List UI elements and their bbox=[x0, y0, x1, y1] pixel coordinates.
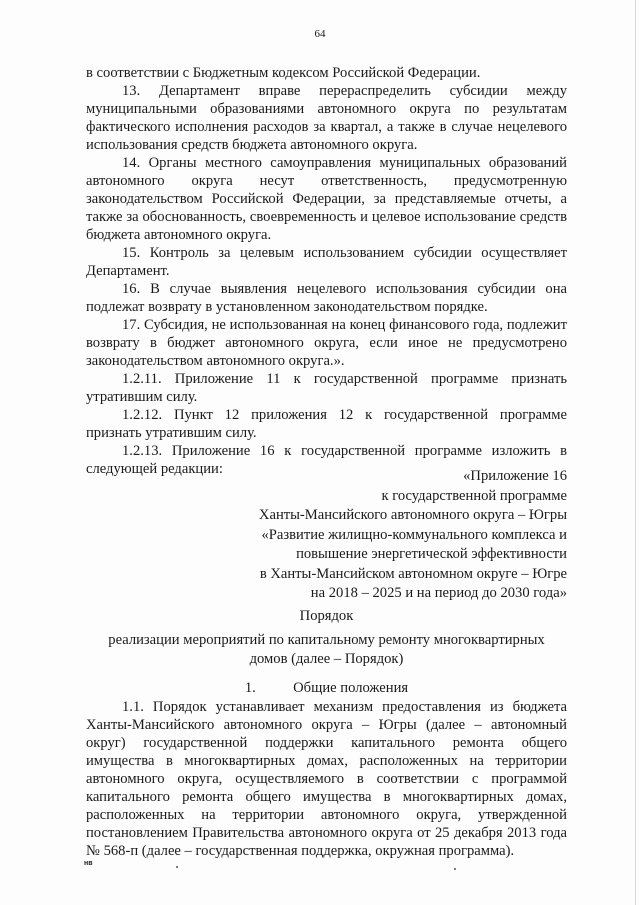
section-title: Общие положения bbox=[293, 680, 409, 696]
paragraph: 17. Субсидия, не использованная на конец финансового года, подлежит возврату в бюджет автономного округа, если иное не предусмотрено законодательством автономного округа.». bbox=[86, 317, 567, 369]
paragraph: 13. Департамент вправе перераспределить субсидии между муниципальными образованиями автономного округа по результатам фактического исполнения расходов за квартал, а также в случае нецелевого использования средств бюджета автономного округа. bbox=[86, 83, 567, 153]
appendix-header bbox=[187, 467, 567, 604]
paragraph: 14. Органы местного самоуправления муниципальных образований автономного округа несут ответственность, предусмотренную законодательством Российской Федерации, за представляемые отчеты, а также за обоснованность, своевременность и целевое использование средств бюджета автономного округа. bbox=[86, 155, 567, 243]
paragraph: 16. В случае выявления нецелевого использования субсидии она подлежат возврату в установленном законодательством порядке. bbox=[86, 281, 567, 315]
title-heading: Порядок bbox=[299, 608, 354, 624]
appendix-line: к государственной программе bbox=[381, 487, 567, 504]
footer-mark: нв bbox=[84, 860, 93, 867]
section-number: 1. bbox=[244, 680, 256, 696]
paragraph: 1.2.11. Приложение 11 к государственной программе признать утратившим силу. bbox=[86, 371, 567, 405]
section-body bbox=[86, 698, 567, 860]
page-number: 64 bbox=[314, 28, 326, 40]
paragraph: 1.1. Порядок устанавливает механизм предоставления из бюджета Ханты-Мансийского автономного округа – Югры (далее – автономный округ) государственной поддержки капитального ремонта общего имущества в многоквартирных домах, расположенных на территории автономного округа, осуществляемого в соответствии с программой капитального ремонта общего имущества в многоквартирных домах, расположенных на территории автономного округа, утвержденной постановлением Правительства автономного округа от 25 декабря 2013 года № 568-п (далее – государственная поддержка, окружная программа). bbox=[86, 699, 567, 859]
appendix-line: «Приложение 16 bbox=[463, 468, 567, 484]
paragraph: 1.2.12. Пункт 12 приложения 12 к государственной программе признать утратившим силу. bbox=[86, 407, 567, 441]
appendix-line: на 2018 – 2025 и на период до 2030 года» bbox=[310, 585, 567, 601]
appendix-line: в Ханты-Мансийском автономном округе – Югре bbox=[259, 565, 567, 582]
body-text bbox=[86, 64, 567, 478]
paragraph: 15. Контроль за целевым использованием субсидии осуществляет Департамент. bbox=[86, 245, 567, 279]
title-subtitle-line: реализации мероприятий по капитальному ремонту многоквартирных bbox=[108, 631, 545, 648]
section-heading bbox=[86, 679, 567, 697]
page-edge-line bbox=[635, 0, 636, 905]
scan-speck bbox=[454, 868, 456, 870]
scan-speck bbox=[176, 866, 178, 868]
paragraph: 1.2.13. Приложение 16 к государственной программе изложить в следующей редакции: bbox=[86, 443, 567, 477]
appendix-line: повышение энергетической эффективности bbox=[296, 546, 567, 562]
paragraph: в соответствии с Бюджетным кодексом Российской Федерации. bbox=[86, 65, 481, 81]
appendix-line: Ханты-Мансийского автономного округа – Югры bbox=[258, 507, 567, 523]
document-title bbox=[86, 607, 567, 670]
appendix-line: «Развитие жилищно-коммунального комплекса и bbox=[261, 526, 567, 543]
title-subtitle-line: домов (далее – Порядок) bbox=[249, 651, 404, 667]
